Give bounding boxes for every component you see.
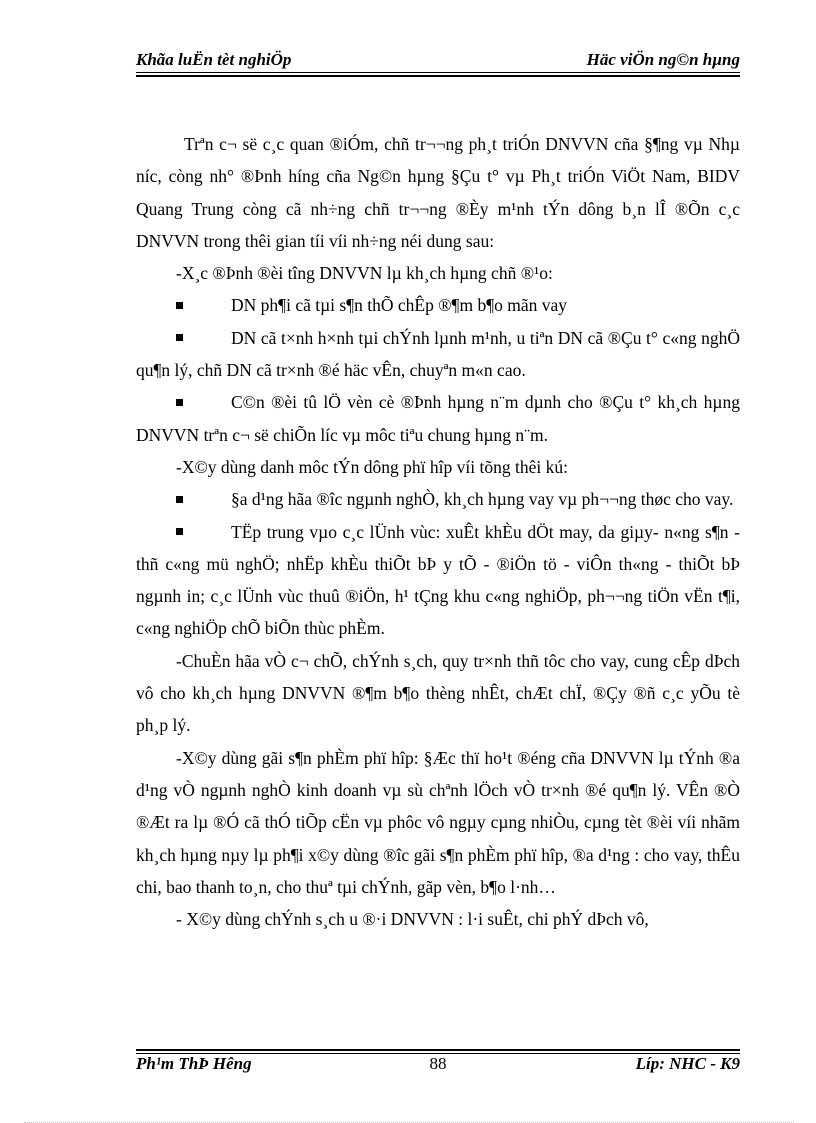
page-header bbox=[136, 46, 740, 74]
square-bullet-icon bbox=[176, 528, 183, 535]
bullet-text: C©n ®èi tû lÖ vèn cè ®Þnh hµng n¨m dµnh cho ®Çu t° kh¸ch hµng DNVVN trªn c¬ së chiÕn líc vµ môc tiªu chung hµng n¨m. bbox=[136, 392, 740, 445]
square-bullet-icon bbox=[176, 399, 183, 406]
header-document-type: Khãa luËn tèt nghiÖp bbox=[136, 50, 292, 69]
header-divider-thick bbox=[136, 75, 740, 77]
header-divider bbox=[136, 72, 740, 73]
bullet-text: §a d¹ng hãa ®îc ngµnh nghÒ, kh¸ch hµng vay vµ ph¬¬ng thøc cho vay. bbox=[231, 489, 734, 510]
bullet-item bbox=[136, 516, 740, 645]
page-number: 88 bbox=[429, 1054, 447, 1073]
bullet-text: DN cã t×nh h×nh tµi chÝnh lµnh m¹nh, u tiªn DN cã ®Çu t° c«ng nghÖ qu¶n lý, chñ DN cã tr×nh ®é häc vÊn, chuyªn m«n cao. bbox=[136, 327, 740, 381]
square-bullet-icon bbox=[176, 334, 183, 341]
intro-paragraph: Trªn c¬ së c¸c quan ®iÓm, chñ tr¬¬ng ph¸t triÓn DNVVN cña §¶ng vµ Nhµ níc, còng nh° ®Þnh híng cña Ng©n hµng §Çu t° vµ Ph¸t triÓn ViÖt Nam, BIDV Quang Trung còng cã nh÷ng chñ tr¬¬ng ®Èy m¹nh tÝn dông b¸n lÎ ®Õn c¸c DNVVN trong thêi gian tíi víi nh÷ng néi dung sau: bbox=[136, 134, 740, 251]
square-bullet-icon bbox=[176, 496, 183, 503]
bullet-item bbox=[136, 483, 740, 515]
dash-item-preferential-policy: - X©y dùng chÝnh s¸ch u ®·i DNVVN : l·i suÊt, chi phÝ dÞch vô, bbox=[176, 909, 649, 930]
bullet-item bbox=[136, 289, 740, 321]
bullet-item bbox=[136, 386, 740, 451]
square-bullet-icon bbox=[176, 302, 183, 309]
bullet-item bbox=[136, 322, 740, 387]
header-institution: Häc viÖn ng©n hµng bbox=[586, 50, 740, 69]
dash-item-product-package: -X©y dùng gãi s¶n phÈm phï hîp: §Æc thï ho¹t ®éng cña DNVVN lµ tÝnh ®a d¹ng vÒ ngµnh nghÒ kinh doanh vµ sù chªnh lÖch vÒ tr×nh ®é qu¶n lý. VÊn ®Ò ®Æt ra lµ ®Ó cã thÓ tiÕp cËn vµ phôc vô ngµy cµng nhiÒu, cµng tèt ®èi víi nhãm kh¸ch hµng nµy lµ ph¶i x©y dùng ®îc gãi s¶n phÈm phï hîp, ®a d¹ng : cho vay, thÊu chi, bao thanh to¸n, cho thuª tµi chÝnh, gãp vèn, b¶o l·nh… bbox=[136, 747, 740, 897]
dash-item-customer-target: -X¸c ®Þnh ®èi tîng DNVVN lµ kh¸ch hµng chñ ®¹o: bbox=[176, 263, 553, 284]
bullet-text: TËp trung vµo c¸c lÜnh vùc: xuÊt khÈu dÖt may, da giµy- n«ng s¶n - thñ c«ng mü nghÖ; nhËp khÈu thiÕt bÞ y tÕ - ®iÖn tö - viÔn th«ng - thiÕt bÞ ngµnh in; c¸c lÜnh vùc thuû ®iÖn, h¹ tÇng khu c«ng nghiÖp, ph¬¬ng tiÖn vËn t¶i, c«ng nghiÖp chÕ biÕn thùc phÈm. bbox=[136, 521, 740, 639]
body-text bbox=[136, 128, 740, 935]
footer-class: Líp: NHC - K9 bbox=[635, 1054, 740, 1073]
dash-item-standardize: -ChuÈn hãa vÒ c¬ chÕ, chÝnh s¸ch, quy tr×nh thñ tôc cho vay, cung cÊp dÞch vô cho kh¸ch hµng DNVVN ®¶m b¶o thèng nhÊt, chÆt chÏ, ®Çy ®ñ c¸c yÕu tè ph¸p lý. bbox=[136, 650, 740, 736]
page-footer bbox=[136, 1054, 740, 1078]
footer-author: Ph¹m ThÞ Hêng bbox=[136, 1054, 252, 1073]
footer-divider-thick bbox=[136, 1049, 740, 1051]
bullet-text: DN ph¶i cã tµi s¶n thÕ chÊp ®¶m b¶o mãn vay bbox=[231, 295, 568, 316]
dash-item-portfolio: -X©y dùng danh môc tÝn dông phï hîp víi tõng thêi kú: bbox=[176, 456, 568, 477]
